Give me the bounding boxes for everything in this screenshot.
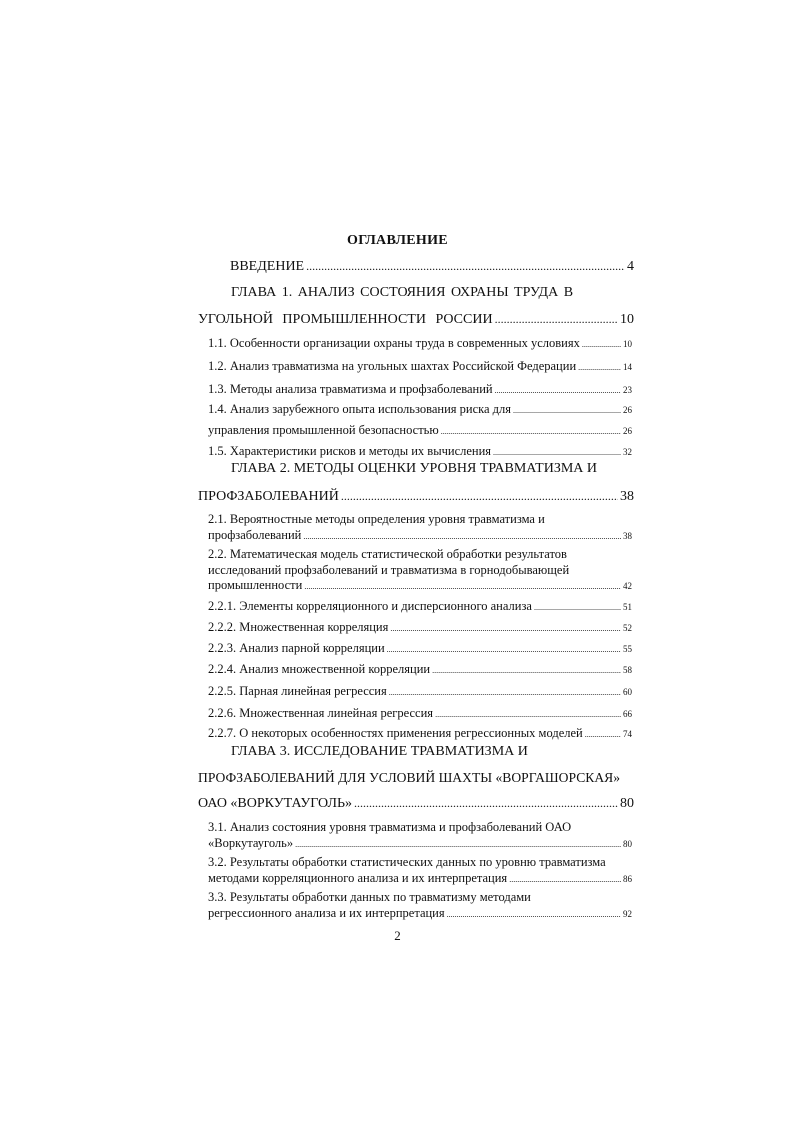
toc-entry-section-2-2-7[interactable] — [208, 726, 632, 742]
toc-page-number: 74 — [623, 729, 632, 739]
toc-entry-heading-line: 2.2. Математическая модель статистической обработки результатов — [208, 547, 567, 561]
toc-entry-section-1-2[interactable] — [208, 359, 632, 375]
toc-page-number: 4 — [627, 259, 634, 274]
toc-page-number: 26 — [623, 426, 632, 436]
toc-page-number: 51 — [623, 602, 632, 612]
toc-entry-heading-line: 3.2. Результаты обработки статистических данных по уровню травматизма — [208, 855, 606, 869]
page-number: 2 — [394, 928, 401, 943]
toc-entry-section-1-1[interactable] — [208, 336, 632, 352]
toc-page-number: 32 — [623, 447, 632, 457]
toc-entry-text: 1.3. Методы анализа травматизма и профзаболеваний — [208, 382, 493, 396]
toc-entry-section-1-4[interactable] — [208, 402, 632, 418]
toc-entry-section-3-3[interactable] — [208, 890, 632, 921]
toc-entry-text: промышленности — [208, 578, 303, 593]
toc-leader-dots — [341, 489, 618, 504]
toc-leader-dots — [495, 386, 621, 396]
toc-leader-dots — [441, 427, 621, 437]
toc-entry-text: ПРОФЗАБОЛЕВАНИЙ — [198, 488, 339, 504]
toc-entry-text: 2.2.1. Элементы корреляционного и дисперсионного анализа — [208, 599, 532, 613]
toc-entry-chapter-2[interactable] — [198, 460, 634, 505]
toc-entry-text: профзаболеваний — [208, 527, 302, 542]
toc-entry-heading-line: 2.1. Вероятностные методы определения уровня травматизма и — [208, 512, 545, 526]
toc-entry-heading-line: ГЛАВА 3. ИССЛЕДОВАНИЕ ТРАВМАТИЗМА И — [231, 744, 528, 759]
toc-page-number: 80 — [623, 838, 632, 849]
toc-entry-intro[interactable] — [230, 258, 634, 276]
toc-page-number: 86 — [623, 873, 632, 884]
toc-entry-text: УГОЛЬНОЙ ПРОМЫШЛЕННОСТИ РОССИИ — [198, 311, 493, 327]
toc-page-number: 92 — [623, 908, 632, 919]
toc-entry-section-3-1[interactable] — [208, 820, 632, 851]
toc-entry-chapter-1[interactable] — [198, 284, 634, 328]
toc-leader-dots — [435, 710, 621, 720]
toc-page-number: 23 — [623, 385, 632, 395]
toc-entry-section-2-2[interactable] — [208, 547, 632, 594]
toc-entry-section-3-2[interactable] — [208, 855, 632, 886]
toc-page-number: 10 — [620, 311, 634, 327]
toc-entry-section-2-2-6[interactable] — [208, 706, 632, 722]
toc-leader-dots — [582, 340, 621, 350]
toc-leader-dots — [495, 312, 618, 327]
toc-entry-section-2-2-4[interactable] — [208, 662, 632, 678]
toc-page-number: 42 — [623, 581, 632, 592]
toc-entry-text: регрессионного анализа и их интерпретация — [208, 905, 445, 920]
toc-leader-dots — [534, 603, 621, 613]
toc-leader-dots — [295, 840, 621, 850]
toc-leader-dots — [304, 582, 621, 592]
page-title: ОГЛАВЛЕНИЕ — [347, 233, 448, 248]
toc-entry-text: 2.2.4. Анализ множественной корреляции — [208, 662, 431, 676]
toc-entry-section-2-2-1[interactable] — [208, 599, 632, 615]
toc-entry-section-1-5[interactable] — [208, 444, 632, 460]
toc-leader-dots — [585, 730, 621, 740]
toc-leader-dots — [306, 259, 625, 274]
toc-leader-dots — [390, 624, 621, 634]
toc-leader-dots — [513, 406, 621, 416]
toc-entry-text: 1.5. Характеристики рисков и методы их вычисления — [208, 444, 492, 458]
toc-entry-text: управления промышленной безопасностью — [208, 423, 439, 437]
toc-page-number: 26 — [623, 405, 632, 415]
toc-entry-chapter-3[interactable] — [198, 743, 634, 813]
toc-leader-dots — [509, 875, 621, 885]
toc-page-number: 66 — [623, 709, 632, 719]
toc-page-number: 55 — [623, 644, 632, 654]
toc-entry-text: 2.2.5. Парная линейная регрессия — [208, 684, 387, 698]
toc-entry-heading-line: ГЛАВА 1. АНАЛИЗ СОСТОЯНИЯ ОХРАНЫ ТРУДА В — [231, 285, 574, 300]
toc-entry-heading-line: 3.3. Результаты обработки данных по травматизму методами — [208, 890, 531, 904]
toc-entry-text: «Воркутауголь» — [208, 835, 294, 850]
toc-entry-section-1-4-continued[interactable] — [208, 423, 632, 439]
toc-page-number: 14 — [623, 362, 632, 372]
toc-entry-text: ВВЕДЕНИЕ — [230, 259, 305, 274]
toc-leader-dots — [493, 448, 621, 458]
toc-entry-text: 1.2. Анализ травматизма на угольных шахтах Российской Федерации — [208, 359, 577, 373]
toc-entry-text: 2.2.2. Множественная корреляция — [208, 620, 389, 634]
toc-page-number: 38 — [620, 488, 634, 504]
toc-entry-heading-line: ГЛАВА 2. МЕТОДЫ ОЦЕНКИ УРОВНЯ ТРАВМАТИЗМА И — [231, 461, 598, 476]
toc-entry-text: методами корреляционного анализа и их интерпретация — [208, 870, 508, 885]
toc-page-number: 60 — [623, 687, 632, 697]
toc-page-number: 80 — [620, 796, 634, 812]
toc-entry-section-1-3[interactable] — [208, 382, 632, 398]
toc-leader-dots — [578, 363, 621, 373]
toc-entry-text: 2.2.7. О некоторых особенностях применения регрессионных моделей — [208, 726, 583, 740]
toc-page-number: 58 — [623, 665, 632, 675]
toc-page-number: 52 — [623, 623, 632, 633]
toc-entry-text: 1.4. Анализ зарубежного опыта использования риска для — [208, 402, 512, 416]
toc-entry-heading-line: ПРОФЗАБОЛЕВАНИЙ ДЛЯ УСЛОВИЙ ШАХТЫ «ВОРГАШОРСКАЯ» — [198, 769, 621, 785]
toc-page-number: 10 — [623, 339, 632, 349]
toc-entry-text: 1.1. Особенности организации охраны труда в современных условиях — [208, 336, 580, 350]
toc-entry-section-2-2-5[interactable] — [208, 684, 632, 700]
toc-entry-heading-line: 3.1. Анализ состояния уровня травматизма и профзаболеваний ОАО — [208, 820, 572, 834]
toc-entry-text: 2.2.6. Множественная линейная регрессия — [208, 706, 434, 720]
toc-leader-dots — [432, 666, 621, 676]
toc-leader-dots — [389, 688, 621, 698]
toc-entry-section-2-2-2[interactable] — [208, 620, 632, 636]
toc-entry-section-2-1[interactable] — [208, 512, 632, 543]
toc-entry-text: 2.2.3. Анализ парной корреляции — [208, 641, 385, 655]
toc-leader-dots — [303, 532, 621, 542]
toc-entry-text: ОАО «ВОРКУТАУГОЛЬ» — [198, 796, 352, 812]
toc-leader-dots — [387, 645, 621, 655]
toc-leader-dots — [354, 796, 618, 811]
toc-page-number: 38 — [623, 530, 632, 541]
toc-entry-heading-line: исследований профзаболеваний и травматизма в горнодобывающей — [208, 562, 570, 577]
toc-leader-dots — [447, 910, 621, 920]
toc-entry-section-2-2-3[interactable] — [208, 641, 632, 657]
